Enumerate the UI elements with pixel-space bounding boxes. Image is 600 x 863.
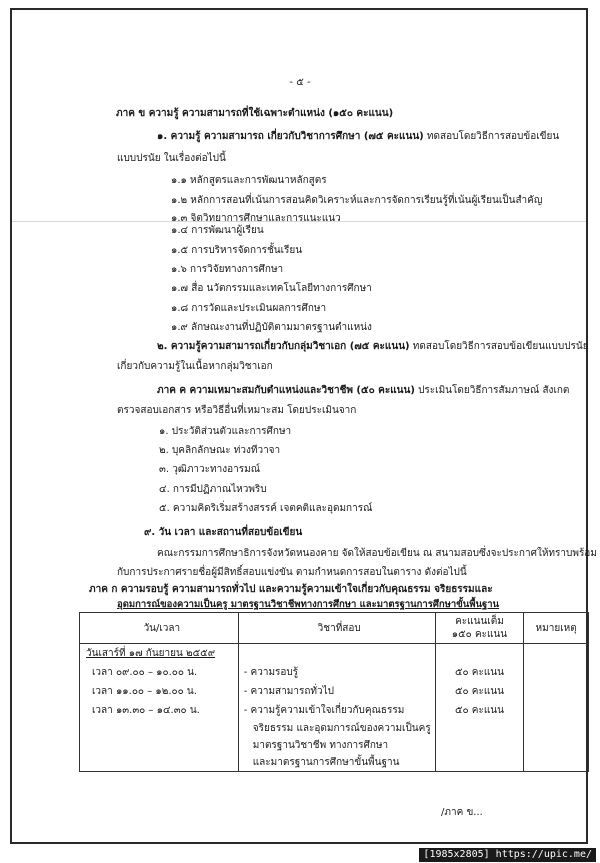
subitem-1-2: ๑.๒ หลักการสอนที่เน้นการสอนคิดวิเคราะห์และการจัดการเรียนรู้ที่เน้นผู้เรียนเป็นสำคัญ [171,195,543,206]
section-b-heading: ภาค ข ความรู้ ความสามารถที่ใช้เฉพาะตำแหน่ง (๑๕๐ คะแนน) [116,108,394,119]
section-c-item-4: ๔. การมีปฏิภาณไหวพริบ [159,484,267,495]
subitem-1-1: ๑.๑ หลักสูตรและการพัฒนาหลักสูตร [171,175,327,186]
subject-2: - ความสามารถทั่วไป [243,686,334,697]
section-9-para-line2: กับการประกาศรายชื่อผู้มีสิทธิ์สอบแข่งขัน ตามกำหนดการสอบในตาราง ดังต่อไปนี้ [117,567,467,578]
subject-3-cont-1: จริยธรรม และอุดมการณ์ของความเป็นครู [252,723,431,734]
image-host-label: [1985x2805] https://upic.me/ [419,848,596,862]
score-2: ๕๐ คะแนน [454,686,504,697]
time-slot-3: เวลา ๑๓.๓๐ – ๑๔.๓๐ น. [92,705,200,716]
subject-3: - ความรู้ความเข้าใจเกี่ยวกับคุณธรรม [243,705,405,716]
table-row [80,644,589,772]
section-b-item1 [157,130,559,143]
date-cell [80,644,239,772]
section-c-item-2: ๒. บุคลิกลักษณะ ท่วงทีวาจา [159,445,281,456]
time-slot-2: เวลา ๑๑.๐๐ – ๑๒.๐๐ น. [92,686,197,697]
time-slot-1: เวลา ๐๙.๐๐ – ๑๐.๐๐ น. [92,667,198,678]
section-b-item2-cont: เกี่ยวกับความรู้ในเนื้อหากลุ่มวิชาเอก [117,361,273,372]
section-c-item-3: ๓. วุฒิภาวะทางอารมณ์ [159,464,260,475]
section-b-item1-cont: แบบปรนัย ในเรื่องต่อไปนี้ [117,153,226,164]
header-score-line1: คะแนนเต็ม [455,616,504,627]
header-score [435,613,524,644]
section-c-heading-line [157,384,569,397]
page-number: - ๕ - [289,77,311,88]
section-a-heading-line1: ภาค ก ความรอบรู้ ความสามารถทั่วไป และความรู้ความเข้าใจเกี่ยวกับคุณธรรม จริยธรรมและ [89,584,493,595]
subitem-1-5: ๑.๕ การบริหารจัดการชั้นเรียน [171,245,303,256]
subject-spacer [244,644,435,663]
section-c-cont: ตรวจสอบเอกสาร หรือวิธีอื่นที่เหมาะสม โดยประเมินจาก [117,405,357,416]
section-b-item1-rest: ทดสอบโดยวิธีการสอบข้อเขียน [423,131,560,142]
section-c-heading-rest: ประเมินโดยวิธีการสัมภาษณ์ สังเกต [414,385,570,396]
section-c-item-1: ๑. ประวัติส่วนตัวและการศึกษา [159,426,292,437]
exam-date: วันเสาร์ที่ ๑๗ กันยายน ๒๕๕๙ [86,648,216,659]
note-cell [524,644,589,772]
subitem-1-6: ๑.๖ การวิจัยทางการศึกษา [171,264,284,275]
subitem-1-9: ๑.๙ ลักษณะงานที่ปฏิบัติตามมาตรฐานตำแหน่ง [171,322,372,333]
section-9-para-line1: คณะกรรมการศึกษาธิการจังหวัดหนองคาย จัดให้สอบข้อเขียน ณ สนามสอบซึ่งจะประกาศให้ทราบพร้อม [157,548,597,559]
section-9-heading: ๙. วัน เวลา และสถานที่สอบข้อเขียน [144,527,303,538]
header-score-line2: ๑๕๐ คะแนน [451,629,508,640]
table-header-row [80,613,589,644]
score-spacer [436,644,524,663]
header-note: หมายเหตุ [524,613,589,644]
subitem-1-8: ๑.๘ การวัดและประเมินผลการศึกษา [171,303,327,314]
subject-1: - ความรอบรู้ [243,667,299,678]
subitem-1-3: ๑.๓ จิตวิทยาการศึกษาและการแนะแนว [171,213,341,224]
section-b-item2-title: ๒. ความรู้ความสามารถเกี่ยวกับกลุ่มวิชาเอก (๗๕ คะแนน) [157,341,410,352]
subitem-1-7: ๑.๗ สื่อ นวัตกรรมและเทคโนโลยีทางการศึกษา [171,283,372,294]
continuation-marker: /ภาค ข... [441,807,483,818]
section-c-heading: ภาค ค ความเหมาะสมกับตำแหน่งและวิชาชีพ (๕๐ คะแนน) [157,385,415,396]
section-b-item2-rest: ทดสอบโดยวิธีการสอบข้อเขียนแบบปรนัย [409,341,589,352]
section-b-item2 [157,340,589,353]
subject-cell [238,644,435,772]
section-a-heading-line2: อุดมการณ์ของความเป็นครู มาตรฐานวิชาชีพทางการศึกษา และมาตรฐานการศึกษาขั้นพื้นฐาน [117,599,500,610]
subject-3-cont-2: มาตรฐานวิชาชีพ ทางการศึกษา [252,740,389,751]
section-c-item-5: ๕. ความคิดริเริ่มสร้างสรรค์ เจตคติและอุดมการณ์ [159,503,373,514]
score-1: ๕๐ คะแนน [454,667,504,678]
exam-schedule-table [79,612,589,772]
subitem-1-4: ๑.๔ การพัฒนาผู้เรียน [171,225,264,236]
subject-3-cont-3: และมาตรฐานการศึกษาขั้นพื้นฐาน [252,757,400,768]
score-3: ๕๐ คะแนน [454,705,504,716]
section-b-item1-title: ๑. ความรู้ ความสามารถ เกี่ยวกับวิชาการศึกษา (๗๕ คะแนน) [157,131,424,142]
header-subject: วิชาที่สอบ [238,613,435,644]
score-cell [435,644,524,772]
header-date: วัน/เวลา [80,613,239,644]
